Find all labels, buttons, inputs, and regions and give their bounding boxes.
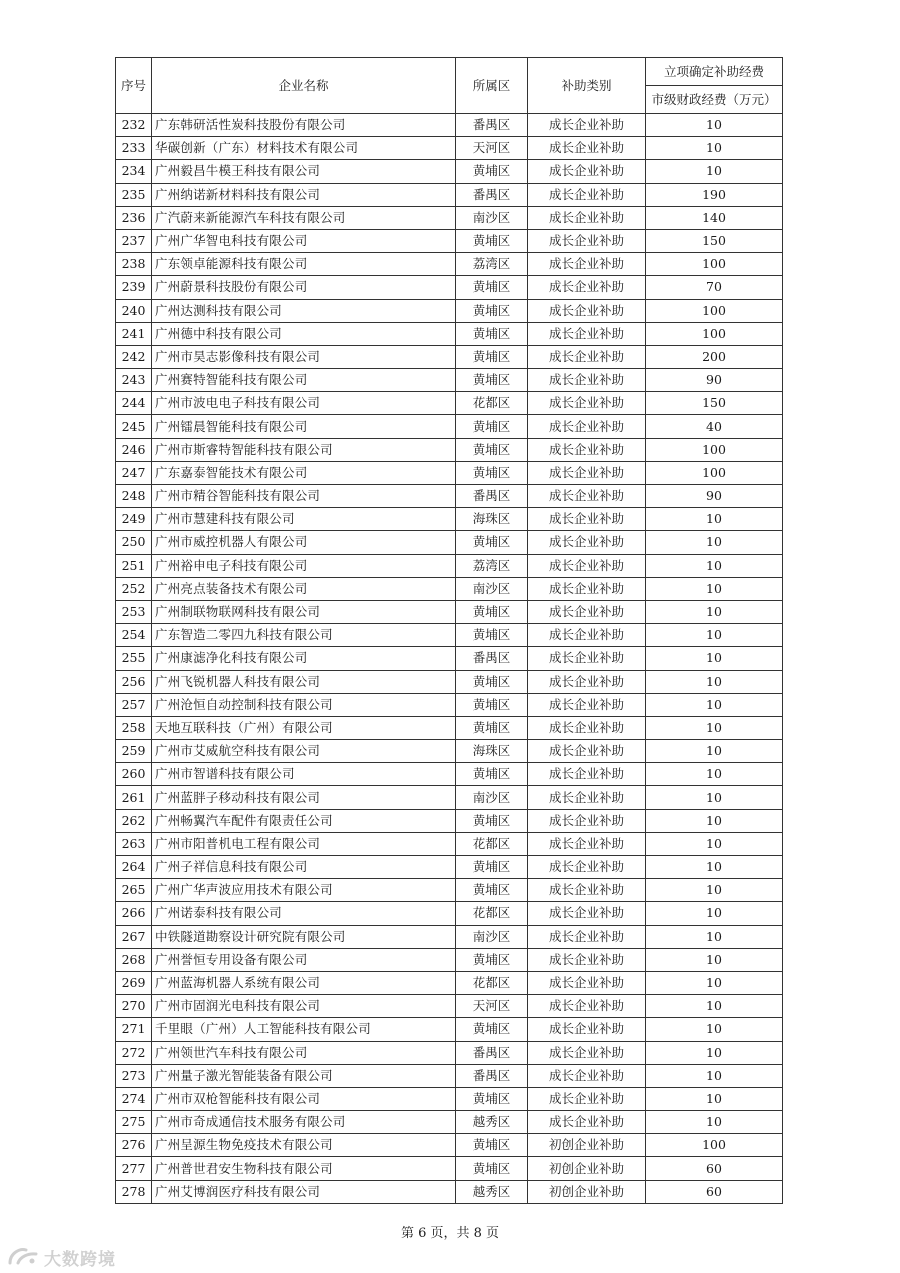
row-amount: 10 [646, 531, 783, 554]
row-category: 成长企业补助 [528, 554, 646, 577]
row-seq: 234 [116, 160, 152, 183]
row-seq: 278 [116, 1180, 152, 1203]
row-seq: 253 [116, 600, 152, 623]
row-district: 黄埔区 [456, 624, 528, 647]
table-row [116, 415, 783, 438]
row-category: 成长企业补助 [528, 345, 646, 368]
row-company: 广州市双枪智能科技有限公司 [152, 1087, 456, 1110]
row-category: 成长企业补助 [528, 948, 646, 971]
row-district: 黄埔区 [456, 948, 528, 971]
row-amount: 10 [646, 1064, 783, 1087]
row-amount: 100 [646, 253, 783, 276]
row-district: 南沙区 [456, 206, 528, 229]
row-category: 成长企业补助 [528, 832, 646, 855]
row-company: 中铁隧道勘察设计研究院有限公司 [152, 925, 456, 948]
row-seq: 235 [116, 183, 152, 206]
row-seq: 247 [116, 461, 152, 484]
row-category: 成长企业补助 [528, 229, 646, 252]
table-row [116, 345, 783, 368]
row-company: 广州蔚景科技股份有限公司 [152, 276, 456, 299]
table-body [116, 114, 783, 1204]
row-category: 成长企业补助 [528, 1018, 646, 1041]
row-amount: 10 [646, 1111, 783, 1134]
subsidy-table [115, 57, 783, 1204]
row-district: 海珠区 [456, 740, 528, 763]
row-district: 花都区 [456, 971, 528, 994]
row-amount: 100 [646, 461, 783, 484]
row-seq: 249 [116, 508, 152, 531]
table-row [116, 206, 783, 229]
row-company: 广州市奇成通信技术服务有限公司 [152, 1111, 456, 1134]
row-amount: 150 [646, 229, 783, 252]
row-district: 黄埔区 [456, 856, 528, 879]
row-amount: 200 [646, 345, 783, 368]
row-seq: 266 [116, 902, 152, 925]
row-amount: 10 [646, 809, 783, 832]
row-category: 成长企业补助 [528, 461, 646, 484]
table-row [116, 322, 783, 345]
table-row [116, 809, 783, 832]
row-district: 黄埔区 [456, 763, 528, 786]
header-amount-group: 立项确定补助经费 [646, 58, 783, 86]
row-amount: 10 [646, 740, 783, 763]
row-category: 成长企业补助 [528, 624, 646, 647]
watermark-logo-icon [6, 1245, 40, 1267]
row-district: 黄埔区 [456, 1087, 528, 1110]
table-row [116, 716, 783, 739]
row-category: 成长企业补助 [528, 879, 646, 902]
row-amount: 10 [646, 624, 783, 647]
row-company: 广东嘉泰智能技术有限公司 [152, 461, 456, 484]
row-district: 南沙区 [456, 786, 528, 809]
row-amount: 10 [646, 786, 783, 809]
row-company: 广州子祥信息科技有限公司 [152, 856, 456, 879]
row-seq: 268 [116, 948, 152, 971]
row-category: 初创企业补助 [528, 1180, 646, 1203]
table-row [116, 253, 783, 276]
row-amount: 10 [646, 948, 783, 971]
row-category: 成长企业补助 [528, 693, 646, 716]
row-category: 成长企业补助 [528, 531, 646, 554]
row-seq: 252 [116, 577, 152, 600]
table-row [116, 485, 783, 508]
row-seq: 275 [116, 1111, 152, 1134]
table-row [116, 971, 783, 994]
row-seq: 273 [116, 1064, 152, 1087]
row-category: 成长企业补助 [528, 647, 646, 670]
row-company: 广州裕申电子科技有限公司 [152, 554, 456, 577]
row-company: 广州广华声波应用技术有限公司 [152, 879, 456, 902]
row-category: 成长企业补助 [528, 670, 646, 693]
row-company: 天地互联科技（广州）有限公司 [152, 716, 456, 739]
row-district: 黄埔区 [456, 160, 528, 183]
row-company: 广州市慧建科技有限公司 [152, 508, 456, 531]
row-company: 广州市艾威航空科技有限公司 [152, 740, 456, 763]
row-amount: 190 [646, 183, 783, 206]
row-company: 广汽蔚来新能源汽车科技有限公司 [152, 206, 456, 229]
row-seq: 251 [116, 554, 152, 577]
row-seq: 241 [116, 322, 152, 345]
row-district: 番禺区 [456, 1064, 528, 1087]
row-company: 广州誉恒专用设备有限公司 [152, 948, 456, 971]
row-amount: 100 [646, 322, 783, 345]
row-company: 广州广华智电科技有限公司 [152, 229, 456, 252]
row-district: 天河区 [456, 137, 528, 160]
row-amount: 100 [646, 438, 783, 461]
table-row [116, 786, 783, 809]
table-row [116, 1180, 783, 1203]
row-district: 荔湾区 [456, 554, 528, 577]
row-company: 广州制联物联网科技有限公司 [152, 600, 456, 623]
row-amount: 10 [646, 114, 783, 137]
table-row [116, 995, 783, 1018]
row-seq: 236 [116, 206, 152, 229]
table-row [116, 647, 783, 670]
row-amount: 10 [646, 577, 783, 600]
row-district: 黄埔区 [456, 415, 528, 438]
row-seq: 271 [116, 1018, 152, 1041]
row-category: 成长企业补助 [528, 763, 646, 786]
table-row [116, 531, 783, 554]
row-district: 黄埔区 [456, 809, 528, 832]
row-company: 广州亮点装备技术有限公司 [152, 577, 456, 600]
header-seq: 序号 [116, 58, 152, 114]
row-company: 广州达测科技有限公司 [152, 299, 456, 322]
row-amount: 10 [646, 971, 783, 994]
row-category: 成长企业补助 [528, 438, 646, 461]
table-row [116, 948, 783, 971]
table-row [116, 600, 783, 623]
row-company: 广州领世汽车科技有限公司 [152, 1041, 456, 1064]
table-row [116, 508, 783, 531]
row-seq: 240 [116, 299, 152, 322]
row-seq: 277 [116, 1157, 152, 1180]
row-category: 初创企业补助 [528, 1157, 646, 1180]
table-row [116, 879, 783, 902]
row-amount: 10 [646, 137, 783, 160]
row-company: 广州康滤净化科技有限公司 [152, 647, 456, 670]
row-seq: 255 [116, 647, 152, 670]
table-row [116, 392, 783, 415]
row-category: 成长企业补助 [528, 809, 646, 832]
table-row [116, 1134, 783, 1157]
row-category: 成长企业补助 [528, 902, 646, 925]
table-row [116, 114, 783, 137]
row-company: 广州德中科技有限公司 [152, 322, 456, 345]
header-amount: 市级财政经费（万元） [646, 86, 783, 114]
row-company: 广东韩研活性炭科技股份有限公司 [152, 114, 456, 137]
row-company: 华碳创新（广东）材料技术有限公司 [152, 137, 456, 160]
table-row [116, 183, 783, 206]
row-district: 天河区 [456, 995, 528, 1018]
row-category: 成长企业补助 [528, 276, 646, 299]
row-amount: 10 [646, 1018, 783, 1041]
row-district: 黄埔区 [456, 322, 528, 345]
row-seq: 261 [116, 786, 152, 809]
row-district: 黄埔区 [456, 531, 528, 554]
row-company: 广州市精谷智能科技有限公司 [152, 485, 456, 508]
row-category: 成长企业补助 [528, 786, 646, 809]
row-seq: 244 [116, 392, 152, 415]
row-company: 广州市阳普机电工程有限公司 [152, 832, 456, 855]
table-row [116, 925, 783, 948]
row-district: 黄埔区 [456, 345, 528, 368]
row-category: 成长企业补助 [528, 206, 646, 229]
row-amount: 40 [646, 415, 783, 438]
row-amount: 10 [646, 832, 783, 855]
row-company: 千里眼（广州）人工智能科技有限公司 [152, 1018, 456, 1041]
row-company: 广州艾博润医疗科技有限公司 [152, 1180, 456, 1203]
row-seq: 256 [116, 670, 152, 693]
row-district: 南沙区 [456, 925, 528, 948]
row-district: 花都区 [456, 832, 528, 855]
row-district: 黄埔区 [456, 1157, 528, 1180]
row-category: 成长企业补助 [528, 1111, 646, 1134]
row-category: 成长企业补助 [528, 856, 646, 879]
row-district: 黄埔区 [456, 1018, 528, 1041]
row-company: 广州飞锐机器人科技有限公司 [152, 670, 456, 693]
row-company: 广州市斯睿特智能科技有限公司 [152, 438, 456, 461]
table-row [116, 1064, 783, 1087]
table-row [116, 624, 783, 647]
row-seq: 250 [116, 531, 152, 554]
row-district: 黄埔区 [456, 879, 528, 902]
row-amount: 10 [646, 600, 783, 623]
row-amount: 10 [646, 856, 783, 879]
row-seq: 233 [116, 137, 152, 160]
row-company: 广州镭晨智能科技有限公司 [152, 415, 456, 438]
row-seq: 272 [116, 1041, 152, 1064]
table-row [116, 461, 783, 484]
row-category: 初创企业补助 [528, 1134, 646, 1157]
row-company: 广州市威控机器人有限公司 [152, 531, 456, 554]
row-seq: 237 [116, 229, 152, 252]
row-seq: 267 [116, 925, 152, 948]
row-category: 成长企业补助 [528, 508, 646, 531]
row-company: 广州诺泰科技有限公司 [152, 902, 456, 925]
header-company: 企业名称 [152, 58, 456, 114]
row-company: 广州呈源生物免疫技术有限公司 [152, 1134, 456, 1157]
row-district: 番禺区 [456, 647, 528, 670]
row-amount: 100 [646, 1134, 783, 1157]
row-seq: 258 [116, 716, 152, 739]
row-amount: 10 [646, 995, 783, 1018]
row-category: 成长企业补助 [528, 1087, 646, 1110]
watermark-text: 大数跨境 [44, 1250, 116, 1270]
row-category: 成长企业补助 [528, 925, 646, 948]
row-company: 广州蓝海机器人系统有限公司 [152, 971, 456, 994]
header-category: 补助类别 [528, 58, 646, 114]
row-category: 成长企业补助 [528, 995, 646, 1018]
table-row [116, 1041, 783, 1064]
row-amount: 100 [646, 299, 783, 322]
row-district: 黄埔区 [456, 438, 528, 461]
row-category: 成长企业补助 [528, 415, 646, 438]
row-category: 成长企业补助 [528, 137, 646, 160]
row-seq: 242 [116, 345, 152, 368]
row-company: 广州市昊志影像科技有限公司 [152, 345, 456, 368]
row-district: 番禺区 [456, 485, 528, 508]
row-company: 广州市固润光电科技有限公司 [152, 995, 456, 1018]
table-row [116, 902, 783, 925]
row-amount: 10 [646, 925, 783, 948]
row-company: 广州市智谱科技有限公司 [152, 763, 456, 786]
row-amount: 10 [646, 763, 783, 786]
row-category: 成长企业补助 [528, 114, 646, 137]
row-amount: 10 [646, 160, 783, 183]
row-amount: 60 [646, 1180, 783, 1203]
row-category: 成长企业补助 [528, 253, 646, 276]
row-district: 番禺区 [456, 114, 528, 137]
row-category: 成长企业补助 [528, 1041, 646, 1064]
row-seq: 274 [116, 1087, 152, 1110]
row-amount: 140 [646, 206, 783, 229]
row-category: 成长企业补助 [528, 1064, 646, 1087]
row-seq: 232 [116, 114, 152, 137]
row-district: 花都区 [456, 392, 528, 415]
table-row [116, 1111, 783, 1134]
row-company: 广州毅昌牛模王科技有限公司 [152, 160, 456, 183]
row-amount: 10 [646, 647, 783, 670]
table-row [116, 693, 783, 716]
row-district: 黄埔区 [456, 693, 528, 716]
row-district: 黄埔区 [456, 1134, 528, 1157]
row-amount: 10 [646, 554, 783, 577]
row-amount: 60 [646, 1157, 783, 1180]
row-seq: 263 [116, 832, 152, 855]
row-company: 广州普世君安生物科技有限公司 [152, 1157, 456, 1180]
row-amount: 90 [646, 485, 783, 508]
row-seq: 269 [116, 971, 152, 994]
table-row [116, 554, 783, 577]
row-seq: 276 [116, 1134, 152, 1157]
row-district: 黄埔区 [456, 716, 528, 739]
row-company: 广州市波电电子科技有限公司 [152, 392, 456, 415]
row-district: 荔湾区 [456, 253, 528, 276]
row-category: 成长企业补助 [528, 577, 646, 600]
table-row [116, 1157, 783, 1180]
row-seq: 254 [116, 624, 152, 647]
table-row [116, 856, 783, 879]
row-amount: 90 [646, 369, 783, 392]
row-district: 黄埔区 [456, 276, 528, 299]
row-amount: 10 [646, 1087, 783, 1110]
table-row [116, 740, 783, 763]
row-amount: 70 [646, 276, 783, 299]
row-amount: 10 [646, 670, 783, 693]
row-category: 成长企业补助 [528, 740, 646, 763]
row-seq: 245 [116, 415, 152, 438]
row-seq: 264 [116, 856, 152, 879]
row-seq: 262 [116, 809, 152, 832]
row-district: 花都区 [456, 902, 528, 925]
row-amount: 10 [646, 902, 783, 925]
row-district: 黄埔区 [456, 369, 528, 392]
row-company: 广州量子激光智能装备有限公司 [152, 1064, 456, 1087]
row-district: 黄埔区 [456, 461, 528, 484]
row-seq: 259 [116, 740, 152, 763]
table-row [116, 763, 783, 786]
table-row [116, 229, 783, 252]
row-amount: 150 [646, 392, 783, 415]
subsidy-table-container [115, 57, 782, 1204]
row-district: 番禺区 [456, 183, 528, 206]
row-category: 成长企业补助 [528, 971, 646, 994]
row-seq: 243 [116, 369, 152, 392]
table-row [116, 276, 783, 299]
table-row [116, 670, 783, 693]
row-seq: 238 [116, 253, 152, 276]
row-district: 越秀区 [456, 1111, 528, 1134]
row-company: 广州赛特智能科技有限公司 [152, 369, 456, 392]
row-district: 南沙区 [456, 577, 528, 600]
table-row [116, 160, 783, 183]
row-category: 成长企业补助 [528, 369, 646, 392]
row-seq: 260 [116, 763, 152, 786]
row-district: 黄埔区 [456, 299, 528, 322]
table-row [116, 1087, 783, 1110]
row-district: 黄埔区 [456, 600, 528, 623]
row-company: 广州蓝胖子移动科技有限公司 [152, 786, 456, 809]
row-amount: 10 [646, 508, 783, 531]
row-category: 成长企业补助 [528, 716, 646, 739]
header-district: 所属区 [456, 58, 528, 114]
row-district: 越秀区 [456, 1180, 528, 1203]
row-district: 黄埔区 [456, 670, 528, 693]
table-row [116, 577, 783, 600]
row-seq: 248 [116, 485, 152, 508]
table-row [116, 832, 783, 855]
watermark [6, 1243, 146, 1269]
row-category: 成长企业补助 [528, 485, 646, 508]
page-footer: 第 6 页，共 8 页 [400, 1226, 500, 1241]
row-company: 广东领卓能源科技有限公司 [152, 253, 456, 276]
row-company: 广州畅翼汽车配件有限责任公司 [152, 809, 456, 832]
row-category: 成长企业补助 [528, 600, 646, 623]
row-district: 番禺区 [456, 1041, 528, 1064]
table-row [116, 1018, 783, 1041]
row-seq: 246 [116, 438, 152, 461]
row-amount: 10 [646, 716, 783, 739]
row-category: 成长企业补助 [528, 299, 646, 322]
row-seq: 257 [116, 693, 152, 716]
row-seq: 270 [116, 995, 152, 1018]
row-company: 广州沧恒自动控制科技有限公司 [152, 693, 456, 716]
row-amount: 10 [646, 693, 783, 716]
row-amount: 10 [646, 1041, 783, 1064]
row-company: 广东智造二零四九科技有限公司 [152, 624, 456, 647]
table-row [116, 299, 783, 322]
row-category: 成长企业补助 [528, 183, 646, 206]
table-row [116, 438, 783, 461]
row-category: 成长企业补助 [528, 392, 646, 415]
row-category: 成长企业补助 [528, 322, 646, 345]
row-category: 成长企业补助 [528, 160, 646, 183]
row-district: 海珠区 [456, 508, 528, 531]
row-district: 黄埔区 [456, 229, 528, 252]
row-seq: 265 [116, 879, 152, 902]
table-row [116, 137, 783, 160]
table-row [116, 369, 783, 392]
row-company: 广州纳诺新材料科技有限公司 [152, 183, 456, 206]
row-seq: 239 [116, 276, 152, 299]
row-amount: 10 [646, 879, 783, 902]
